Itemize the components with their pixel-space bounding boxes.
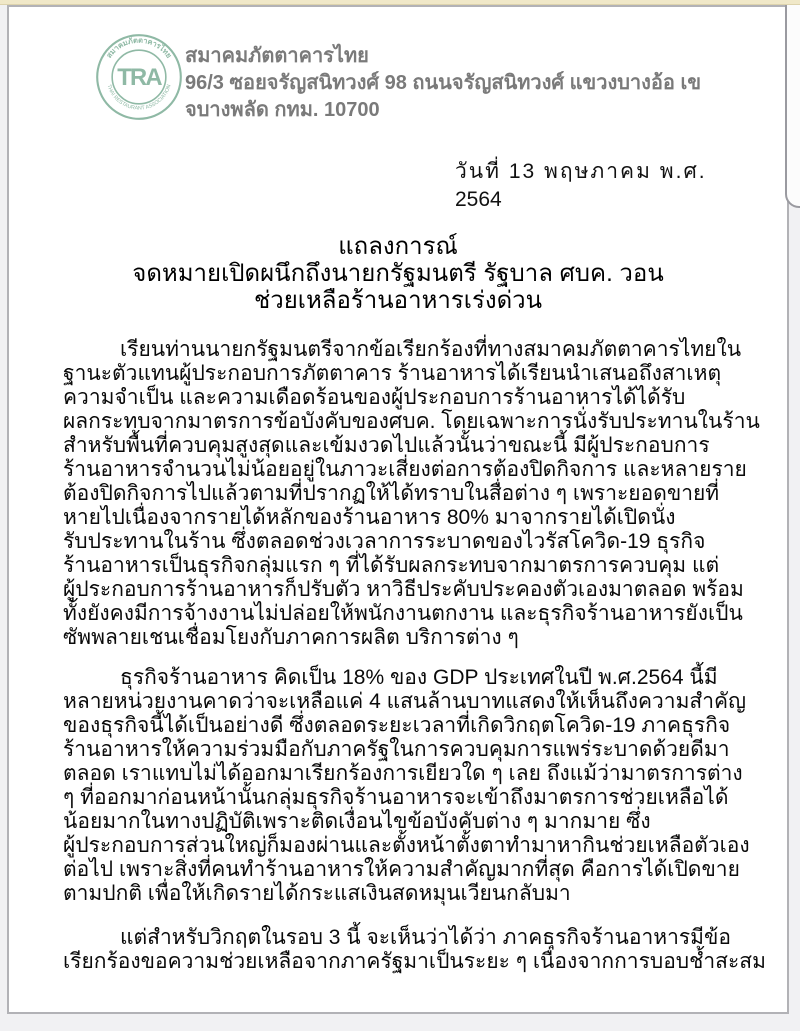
paragraph-1-line: ความจำเป็น และความเดือดร้อนของผู้ประกอบการร้านอาหารได้ได้รับ [63,386,686,409]
viewer-top-edge [0,0,800,5]
scrollbar-thumb[interactable] [785,0,800,208]
org-name: สมาคมภัตตาคารไทย [185,45,369,67]
paragraph-1-line: ร้านอาหารเป็นธุรกิจกลุ่มแรก ๆ ที่ได้รับผลกระทบจากมาตรการควบคุม แต่ [63,554,720,577]
paragraph-2-line: ๆ ที่ออกมาก่อนหน้านั้นกลุ่มธุรกิจร้านอาหารจะเข้าถึงมาตรการช่วยเหลือได้ [63,786,729,809]
paragraph-1-line: ฐานะตัวแทนผู้ประกอบการภัตตาคาร ร้านอาหารได้เรียนนำเสนอถึงสาเหตุ [63,362,722,385]
paragraph-2-line: ตลอด เราแทบไม่ได้ออกมาเรียกร้องการเยียวใด ๆ เลย ถึงแม้ว่ามาตรการต่าง [63,762,743,785]
paragraph-1-line: หายไปเนื่องจากรายได้หลักของร้านอาหาร 80% มาจากรายได้เปิดนั่ง [63,506,676,529]
date-block [455,158,775,214]
paragraph-3-line: แต่สำหรับวิกฤตในรอบ 3 นี้ จะเห็นว่าได้ว่า ภาคธุรกิจร้านอาหารมีข้อ [120,926,731,949]
paragraph-2-line: ตามปกติ เพื่อให้เกิดรายได้กระแสเงินสดหมุนเวียนกลับมา [63,882,571,905]
paragraph-1-line: รับประทานในร้าน ซึ่งตลอดช่วงเวลาการระบาดของไวรัสโควิด-19 ธุรกิจ [63,530,706,553]
paragraph-1 [63,338,760,650]
title-line-1: แถลงการณ์ [338,233,458,260]
paragraph-2-line: ต่อไป เพราะสิ่งที่คนทำร้านอาหารให้ความสำคัญมากที่สุด คือการได้เปิดขาย [63,858,740,881]
tra-logo-icon [95,33,183,121]
paragraph-1-line: ร้านอาหารจำนวนไม่น้อยอยู่ในภาวะเสี่ยงต่อการต้องปิดกิจการ และหลายราย [63,458,747,481]
date-line-2: 2564 [455,188,502,211]
paragraph-2-line: ธุรกิจร้านอาหาร คิดเป็น 18% ของ GDP ประเทศในปี พ.ศ.2564 นี้มี [120,666,718,689]
paragraph-3 [63,926,766,974]
paragraph-1-line: ซัพพลายเชนเชื่อมโยงกับภาคการผลิต บริการต่าง ๆ [63,626,519,649]
paragraph-3-line: เรียกร้องขอความช่วยเหลือจากภาครัฐมาเป็นระยะ ๆ เนื่องจากการบอบช้ำสะสม [63,950,766,973]
paragraph-1-line: สำหรับพื้นที่ควบคุมสูงสุดและเข้มงวดไปแล้วนั้นว่าขณะนี้ มีผู้ประกอบการ [63,434,710,457]
org-address-line-1: 96/3 ซอยจรัญสนิทวงศ์ 98 ถนนจรัญสนิทวงศ์ แขวงบางอ้อ เข [185,72,702,94]
paragraph-1-line: ผลกระทบจากมาตรการข้อบังคับของศบค. โดยเฉพาะการนั่งรับประทานในร้าน [63,410,760,433]
paragraph-1-line: เรียนท่านนายกรัฐมนตรีจากข้อเรียกร้องที่ทางสมาคมภัตตาคารไทยใน [120,338,742,361]
org-address-line-2: จบางพลัด กทม. 10700 [185,99,380,121]
document-title [9,233,787,314]
title-line-3: ช่วยเหลือร้านอาหารเร่งด่วน [253,287,543,314]
paragraph-2-line: น้อยมากในทางปฏิบัติเพราะติดเงื่อนไขข้อบังคับต่าง ๆ มากมาย ซึ่ง [63,810,651,833]
paragraph-2 [63,666,753,906]
paragraph-2-line: ของธุรกิจนี้ได้เป็นอย่างดี ซึ่งตลอดระยะเวลาที่เกิดวิกฤตโควิด-19 ภาคธุรกิจ [63,714,731,737]
paragraph-2-line: ผู้ประกอบการส่วนใหญ่ก็มองผ่านและตั้งหน้าตั้งตาทำมาหากินช่วยเหลือตัวเอง [63,834,750,857]
logo-bottom-arc-text: THAI RESTAURANT ASSOCIATION [105,83,173,112]
svg-text:สมาคมภัตตาคารไทย [104,36,173,60]
tra-logo [95,33,183,121]
logo-center-text: TRA [117,63,161,91]
title-line-2: จดหมายเปิดผนึกถึงนายกรัฐมนตรี รัฐบาล ศบค. วอน [132,260,664,287]
paragraph-1-line: ต้องปิดกิจการไปแล้วตามที่ปรากฏให้ได้ทราบในสื่อต่าง ๆ เพราะยอดขายที่ [63,482,720,505]
paragraph-1-line: ผู้ประกอบการร้านอาหารก็ปรับตัว หาวิธีประคับประคองตัวเองมาตลอด พร้อม [63,578,744,601]
document-page [7,5,789,1014]
paragraph-2-line: หลายหน่วยงานคาดว่าจะเหลือแค่ 4 แสนล้านบาทแสดงให้เห็นถึงความสำคัญ [63,690,746,713]
paragraph-2-line: ร้านอาหารให้ความร่วมมือกับภาครัฐในการควบคุมการแพร่ระบาดด้วยดีมา [63,738,730,761]
letterhead-text [185,43,760,124]
paragraph-1-line: ทั้งยังคงมีการจ้างงานไม่ปล่อยให้พนักงานตกงาน และธุรกิจร้านอาหารยังเป็น [63,602,743,625]
logo-top-arc-text: สมาคมภัตตาคารไทย [104,35,174,60]
date-line-1: วันที่ 13 พฤษภาคม พ.ศ. [455,160,707,183]
